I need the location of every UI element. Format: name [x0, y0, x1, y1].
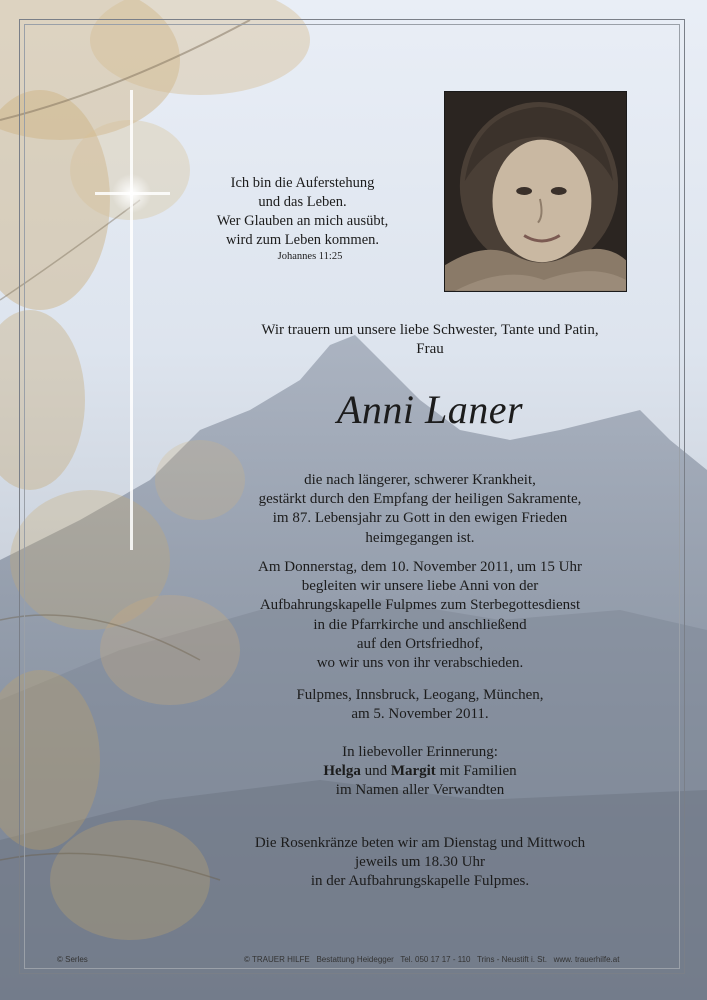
footer-website: www. trauerhilfe.at: [553, 955, 620, 964]
bible-verse: [195, 174, 410, 250]
funeral-line: begleiten wir unsere liebe Anni von der: [301, 578, 539, 595]
funeral-text: [210, 558, 630, 673]
funeral-line: Aufbahrungskapelle Fulpmes zum Sterbegottesdienst: [259, 597, 581, 614]
mourner-name-margit: Margit: [390, 763, 436, 780]
rosary-line: in der Aufbahrungskapelle Fulpmes.: [310, 873, 530, 890]
verse-line: Ich bin die Auferstehung: [230, 175, 375, 191]
rosary-text: [210, 834, 630, 892]
intro-line: Frau: [416, 341, 444, 357]
mourners-text: [210, 743, 630, 801]
date-line: am 5. November 2011.: [351, 706, 489, 723]
passing-line: gestärkt durch den Empfang der heiligen Sakramente,: [258, 491, 582, 508]
funeral-line: Am Donnerstag, dem 10. November 2011, um 15 Uhr: [258, 559, 582, 575]
passing-line: die nach längerer, schwerer Krankheit,: [304, 472, 536, 488]
footer-phone: Tel. 050 17 17 - 110: [400, 955, 471, 964]
mourners-relatives: im Namen aller Verwandten: [335, 782, 505, 799]
verse-line: und das Leben.: [258, 194, 347, 210]
intro-line: Wir trauern um unsere liebe Schwester, Tante und Patin,: [261, 322, 599, 338]
photo-copyright: © Serles: [57, 955, 88, 964]
place-line: Fulpmes, Innsbruck, Leogang, München,: [296, 687, 544, 703]
footer-address: Trins - Neustift i. St.: [477, 955, 547, 964]
footer-company: Bestattung Heidegger: [316, 955, 394, 964]
mourner-name-helga: Helga: [323, 763, 361, 780]
portrait-image: [445, 92, 626, 291]
mourners-families: mit Familien: [439, 763, 517, 780]
mourners-names: [210, 762, 630, 781]
intro-text: [230, 321, 630, 359]
funeral-line: auf den Ortsfriedhof,: [356, 635, 484, 652]
passing-line: im 87. Lebensjahr zu Gott in den ewigen Frieden: [272, 510, 568, 527]
deceased-name: Anni Laner: [336, 387, 524, 432]
place-date-text: [210, 686, 630, 724]
passing-line: heimgegangen ist.: [365, 529, 475, 546]
verse-line: Wer Glauben an mich ausübt,: [216, 213, 389, 229]
rosary-line: Die Rosenkränze beten wir am Dienstag und Mittwoch: [254, 835, 586, 851]
footer-bar: [244, 955, 664, 964]
passing-text: [210, 471, 630, 548]
portrait-photo: [444, 91, 627, 292]
mourners-heading: In liebevoller Erinnerung:: [342, 744, 498, 760]
verse-line: wird zum Leben kommen.: [225, 232, 379, 248]
mourners-and: und: [364, 763, 388, 780]
verse-reference: Johannes 11:25: [277, 251, 343, 262]
footer-brand: © TRAUER HILFE: [244, 955, 310, 964]
funeral-line: wo wir uns von ihr verabschieden.: [316, 655, 524, 672]
rosary-line: jeweils um 18.30 Uhr: [355, 854, 485, 871]
funeral-line: in die Pfarrkirche und anschließend: [313, 616, 527, 633]
